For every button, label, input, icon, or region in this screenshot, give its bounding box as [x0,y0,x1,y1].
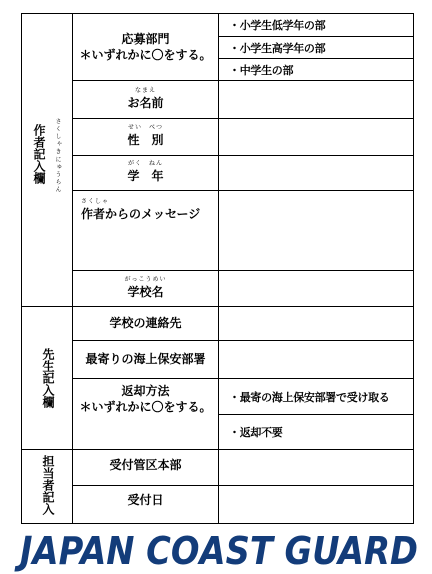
gender-label-cell [73,119,218,155]
grade-field[interactable] [219,156,413,190]
category-label: 応募部門 [121,31,170,46]
name-label: お名前 [127,95,164,110]
return-instruction: ＊いずれかに〇をする。 [79,400,212,415]
gender-label: 性 別 [127,133,164,148]
author-section-ruby: さくしゃきにゅうらん [54,118,61,194]
school-contact-label-cell [73,307,218,340]
form-border-left [21,13,22,524]
return-label: 返却方法 [121,384,170,398]
school-ruby: がっこうめい [124,275,167,283]
category-option-junior-high[interactable]: ・中学生の部 [229,63,294,77]
return-option-pickup[interactable]: ・最寄の海上保安部署で受け取る [229,390,390,404]
message-label-cell [73,191,218,270]
receipt-date-label-cell [73,486,218,523]
author-section-label: 作者記入欄 [32,124,46,184]
message-ruby: さくしゃ [81,198,110,205]
nearest-office-label: 最寄りの海上保安部署 [85,352,206,367]
receipt-date-label: 受付日 [127,493,164,507]
receipt-date-field[interactable] [219,486,413,523]
form-border-right [413,13,414,524]
name-ruby: なまえ [134,86,156,94]
school-contact-field[interactable] [219,307,413,340]
school-label-cell [73,271,218,306]
grade-label-cell [73,156,218,190]
return-option-none[interactable]: ・返却不要 [229,426,283,439]
staff-section-label: 担当者記入 [41,455,55,515]
teacher-section-label: 先生記入欄 [41,348,55,408]
category-instruction: ＊いずれかに〇をする。 [79,48,212,62]
return-label-cell [73,379,218,449]
school-contact-label: 学校の連絡先 [109,316,182,331]
category-label-cell [73,14,218,80]
name-label-cell [73,81,218,118]
japan-coast-guard-logo [13,528,420,573]
category-option-lower-elementary[interactable]: ・小学生低学年の部 [229,19,326,32]
receiving-hq-label-cell [73,450,218,485]
nearest-office-label-cell [73,341,218,378]
message-label: 作者からのメッセージ [81,207,201,221]
nearest-office-field[interactable] [219,341,413,378]
receiving-hq-field[interactable] [219,450,413,485]
grade-ruby: がく ねん [127,160,163,168]
logo-text: JAPAN COAST GUARD [13,529,418,573]
message-field[interactable] [219,191,413,270]
category-option-upper-elementary[interactable]: ・小学生高学年の部 [229,41,326,55]
school-label: 学校名 [127,284,164,299]
name-field[interactable] [219,81,413,118]
receiving-hq-label: 受付管区本部 [109,458,182,472]
grade-label: 学 年 [127,169,164,184]
gender-field[interactable] [219,119,413,155]
school-field[interactable] [219,271,413,306]
gender-ruby: せい べつ [127,124,163,132]
